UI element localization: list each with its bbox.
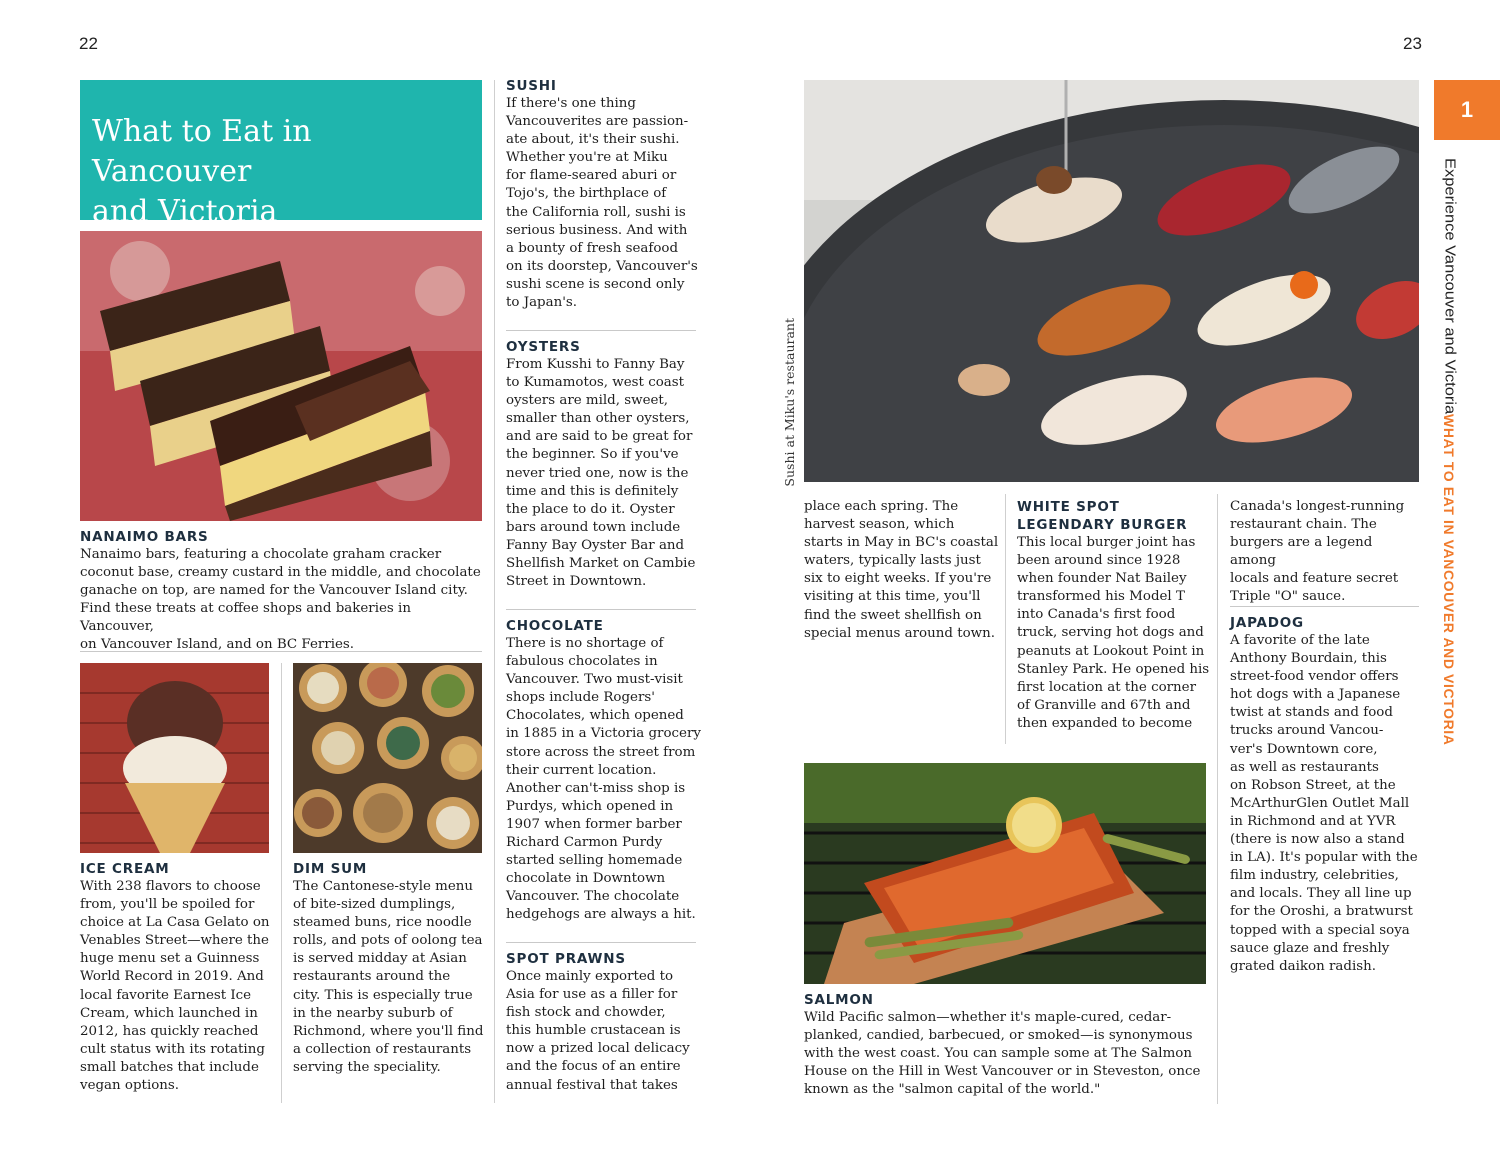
japadog-line: street-food vendor offers xyxy=(1230,669,1399,685)
chocolate-line: There is no shortage of xyxy=(506,636,664,651)
japadog-line: topped with a special soya xyxy=(1230,922,1410,938)
oysters-line: Shellfish Market on Cambie xyxy=(506,556,696,572)
white-spot-line: when founder Nat Bailey xyxy=(1017,571,1187,587)
oysters-line: to Kumamotos, west coast xyxy=(506,375,684,391)
dim-sum-line: in the nearby suburb of xyxy=(293,1005,453,1021)
japadog-line: Anthony Bourdain, this xyxy=(1230,651,1387,667)
ice-cream-line: huge menu set a Guinness xyxy=(80,951,260,967)
spot-prawns-line: harvest season, which xyxy=(804,517,955,533)
japadog-line: hot dogs with a Japanese xyxy=(1230,687,1401,703)
page-number-right: 23 xyxy=(1403,34,1422,53)
salmon-line: known as the "salmon capital of the world." xyxy=(804,1082,1101,1098)
dim-sum-photo xyxy=(293,663,482,853)
japadog-line: (there is now also a stand xyxy=(1230,832,1405,848)
oysters-section xyxy=(506,338,701,591)
ice-cream-line: World Record in 2019. And xyxy=(80,969,264,985)
dim-sum-line: of bite-sized dumplings, xyxy=(293,897,456,913)
sushi-line: for flame-seared aburi or xyxy=(506,168,677,184)
nanaimo-bars-heading: NANAIMO BARS xyxy=(80,529,209,545)
chocolate-line: Vancouver. Two must-visit xyxy=(506,672,683,688)
oysters-line: the beginner. So if you've xyxy=(506,447,679,463)
japadog-line: ver's Downtown core, xyxy=(1230,741,1378,757)
chocolate-line: 1907 when former barber xyxy=(506,816,682,832)
white-spot-line: transformed his Model T xyxy=(1017,589,1185,605)
japadog-section xyxy=(1230,614,1425,976)
ice-cream-photo xyxy=(80,663,269,853)
white-spot-section xyxy=(1017,498,1217,733)
oysters-line: the place to do it. Oyster xyxy=(506,501,675,517)
section-title: WHAT TO EAT IN VANCOUVER AND VICTORIA xyxy=(1441,414,1457,746)
white-spot-line: truck, serving hot dogs and xyxy=(1017,625,1204,641)
salmon-line: Wild Pacific salmon—whether it's maple-cured, cedar- xyxy=(804,1010,1172,1025)
oysters-line: oysters are mild, sweet, xyxy=(506,393,669,409)
chocolate-line: store across the street from xyxy=(506,744,696,760)
japadog-line: film industry, celebrities, xyxy=(1230,868,1399,884)
nanaimo-bars-line: coconut base, creamy custard in the middle, and chocolate xyxy=(80,565,481,581)
japadog-line: sauce glaze and freshly xyxy=(1230,940,1390,956)
chapter-tab[interactable]: 1 xyxy=(1434,80,1500,140)
japadog-line: as well as restaurants xyxy=(1230,759,1379,775)
oysters-line: bars around town include xyxy=(506,519,681,535)
white-spot-line: locals and feature secret xyxy=(1230,571,1399,587)
spot-prawns-line: six to eight weeks. If you're xyxy=(804,571,992,587)
chocolate-line: Purdys, which opened in xyxy=(506,798,674,814)
nanaimo-bars-line: Find these treats at coffee shops and bakeries in Vancouver, xyxy=(80,601,411,635)
dim-sum-line: a collection of restaurants xyxy=(293,1041,472,1057)
chocolate-line: Richard Carmon Purdy xyxy=(506,835,663,851)
spot-prawns-line: now a prized local delicacy xyxy=(506,1041,690,1057)
spot-prawns-heading: SPOT PRAWNS xyxy=(506,951,626,967)
japadog-line: on Robson Street, at the xyxy=(1230,777,1396,793)
oysters-line: From Kusshi to Fanny Bay xyxy=(506,357,685,372)
column-divider xyxy=(281,663,282,1103)
divider xyxy=(80,651,482,652)
divider xyxy=(1230,606,1419,607)
japadog-line: trucks around Vancou- xyxy=(1230,723,1384,739)
spot-prawns-line: Asia for use as a filler for xyxy=(506,987,678,1003)
spot-prawns-line: find the sweet shellfish on xyxy=(804,607,982,623)
sushi-line: Whether you're at Miku xyxy=(506,150,668,166)
nanaimo-bars-photo xyxy=(80,231,482,521)
japadog-line: A favorite of the late xyxy=(1230,633,1370,648)
page-number-left: 22 xyxy=(79,34,98,53)
chocolate-line: Another can't-miss shop is xyxy=(506,780,686,796)
sushi-line: If there's one thing xyxy=(506,96,636,111)
oysters-line: Street in Downtown. xyxy=(506,574,647,590)
salmon-line: House on the Hill in West Vancouver or in Steveston, once xyxy=(804,1064,1201,1080)
spot-prawns-line: this humble crustacean is xyxy=(506,1023,681,1039)
sushi-heading: SUSHI xyxy=(506,78,557,94)
japadog-line: in LA). It's popular with the xyxy=(1230,850,1418,866)
page-title-line-1: What to Eat in Vancouver xyxy=(92,114,312,189)
column-divider xyxy=(494,80,495,1103)
divider xyxy=(506,609,696,610)
chocolate-line: fabulous chocolates in xyxy=(506,654,658,670)
salmon-heading: SALMON xyxy=(804,992,874,1008)
sushi-line: the California roll, sushi is xyxy=(506,204,686,220)
page-title-line-2: and Victoria xyxy=(92,194,278,229)
salmon-line: planked, candied, barbecued, or smoked—is synonymous xyxy=(804,1028,1193,1044)
oysters-line: and are said to be great for xyxy=(506,429,693,445)
sushi-line: sushi scene is second only xyxy=(506,276,685,292)
sushi-section xyxy=(506,77,701,312)
chocolate-line: started selling homemade xyxy=(506,853,683,869)
chocolate-line: hedgehogs are always a hit. xyxy=(506,907,696,923)
japadog-line: McArthurGlen Outlet Mall xyxy=(1230,795,1410,811)
japadog-heading: JAPADOG xyxy=(1230,615,1304,631)
spot-prawns-line: starts in May in BC's coastal xyxy=(804,535,999,551)
salmon-section xyxy=(804,991,1206,1099)
ice-cream-line: from, you'll be spoiled for xyxy=(80,897,255,913)
spot-prawns-line: fish stock and chowder, xyxy=(506,1005,666,1021)
dim-sum-line: steamed buns, rice noodle xyxy=(293,915,472,931)
ice-cream-line: local favorite Earnest Ice xyxy=(80,987,252,1003)
sushi-line: a bounty of fresh seafood xyxy=(506,240,679,256)
white-spot-line: burgers are a legend among xyxy=(1230,535,1373,569)
chocolate-line: in 1885 in a Victoria grocery xyxy=(506,726,701,742)
page-title xyxy=(80,80,482,229)
dim-sum-line: Richmond, where you'll find xyxy=(293,1023,484,1039)
ice-cream-line: 2012, has quickly reached xyxy=(80,1023,259,1039)
ice-cream-line: small batches that include xyxy=(80,1059,259,1075)
spot-prawns-line: annual festival that takes xyxy=(506,1077,678,1093)
chocolate-line: Chocolates, which opened xyxy=(506,708,684,724)
spot-prawns-line: special menus around town. xyxy=(804,625,995,641)
white-spot-continued xyxy=(1230,498,1420,607)
sushi-photo xyxy=(804,80,1419,482)
chocolate-heading: CHOCOLATE xyxy=(506,618,604,634)
sushi-line: Vancouverites are passion- xyxy=(506,114,689,130)
chocolate-section xyxy=(506,617,701,925)
white-spot-line: been around since 1928 xyxy=(1017,553,1181,569)
chocolate-line: chocolate in Downtown xyxy=(506,871,666,887)
white-spot-line: Canada's longest-running xyxy=(1230,499,1405,514)
white-spot-line: Triple "O" sauce. xyxy=(1230,589,1346,605)
ice-cream-section xyxy=(80,860,280,1095)
dim-sum-line: is served midday at Asian xyxy=(293,951,467,967)
spot-prawns-line: place each spring. The xyxy=(804,499,959,514)
white-spot-line: into Canada's first food xyxy=(1017,607,1176,623)
divider xyxy=(506,330,696,331)
dim-sum-section xyxy=(293,860,493,1077)
nanaimo-bars-line: on Vancouver Island, and on BC Ferries. xyxy=(80,637,355,653)
white-spot-line: Stanley Park. He opened his xyxy=(1017,661,1210,677)
chocolate-line: shops include Rogers' xyxy=(506,690,655,706)
spot-prawns-line: waters, typically lasts just xyxy=(804,553,981,569)
spot-prawns-line: Once mainly exported to xyxy=(506,969,674,984)
white-spot-line: peanuts at Lookout Point in xyxy=(1017,643,1205,659)
spot-prawns-line: visiting at this time, you'll xyxy=(804,589,981,605)
spot-prawns-continued xyxy=(804,498,1009,643)
chocolate-line: their current location. xyxy=(506,762,657,778)
white-spot-heading-line-2: LEGENDARY BURGER xyxy=(1017,517,1188,533)
sushi-line: Tojo's, the birthplace of xyxy=(506,186,667,202)
chocolate-line: Vancouver. The chocolate xyxy=(506,889,680,905)
japadog-line: and locals. They all line up xyxy=(1230,886,1412,902)
column-divider xyxy=(1217,494,1218,1104)
salmon-line: with the west coast. You can sample some at The Salmon xyxy=(804,1046,1192,1062)
dim-sum-line: restaurants around the xyxy=(293,969,451,985)
japadog-line: in Richmond and at YVR xyxy=(1230,813,1396,829)
oysters-line: time and this is definitely xyxy=(506,483,679,499)
chapter-title: Experience Vancouver and Victoria xyxy=(1441,158,1459,415)
column-divider xyxy=(1005,494,1006,744)
dim-sum-line: The Cantonese-style menu xyxy=(293,879,474,894)
photo-caption: Sushi at Miku's restaurant xyxy=(782,318,797,487)
ice-cream-line: vegan options. xyxy=(80,1078,180,1094)
sushi-line: to Japan's. xyxy=(506,295,578,311)
dim-sum-line: serving the speciality. xyxy=(293,1059,441,1075)
white-spot-line: then expanded to become xyxy=(1017,715,1193,731)
sushi-line: ate about, it's their sushi. xyxy=(506,132,680,148)
nanaimo-bars-line: ganache on top, are named for the Vancouver Island city. xyxy=(80,583,468,599)
spot-prawns-section xyxy=(506,950,701,1095)
nanaimo-bars-section xyxy=(80,528,482,655)
oysters-heading: OYSTERS xyxy=(506,339,581,355)
divider xyxy=(506,942,696,943)
ice-cream-line: Cream, which launched in xyxy=(80,1005,258,1021)
japadog-line: for the Oroshi, a bratwurst xyxy=(1230,904,1413,920)
dim-sum-line: rolls, and pots of oolong tea xyxy=(293,933,483,949)
ice-cream-line: cult status with its rotating xyxy=(80,1041,265,1057)
ice-cream-heading: ICE CREAM xyxy=(80,861,170,877)
white-spot-heading: WHITE SPOT xyxy=(1017,499,1120,515)
japadog-line: grated daikon radish. xyxy=(1230,958,1376,974)
spot-prawns-line: and the focus of an entire xyxy=(506,1059,681,1075)
oysters-line: smaller than other oysters, xyxy=(506,411,690,427)
white-spot-line: restaurant chain. The xyxy=(1230,517,1377,533)
dim-sum-line: city. This is especially true xyxy=(293,987,473,1003)
salmon-photo xyxy=(804,763,1206,984)
nanaimo-bars-line: Nanaimo bars, featuring a chocolate graham cracker xyxy=(80,547,442,562)
dim-sum-heading: DIM SUM xyxy=(293,861,368,877)
white-spot-line: first location at the corner xyxy=(1017,679,1196,695)
ice-cream-line: choice at La Casa Gelato on xyxy=(80,915,270,931)
oysters-line: never tried one, now is the xyxy=(506,465,689,481)
japadog-line: twist at stands and food xyxy=(1230,705,1393,721)
oysters-line: Fanny Bay Oyster Bar and xyxy=(506,537,685,553)
ice-cream-line: With 238 flavors to choose xyxy=(80,879,261,894)
white-spot-line: of Granville and 67th and xyxy=(1017,697,1191,713)
sushi-line: serious business. And with xyxy=(506,222,688,238)
ice-cream-line: Venables Street—where the xyxy=(80,933,269,949)
white-spot-line: This local burger joint has xyxy=(1017,535,1196,550)
sushi-line: on its doorstep, Vancouver's xyxy=(506,258,698,274)
